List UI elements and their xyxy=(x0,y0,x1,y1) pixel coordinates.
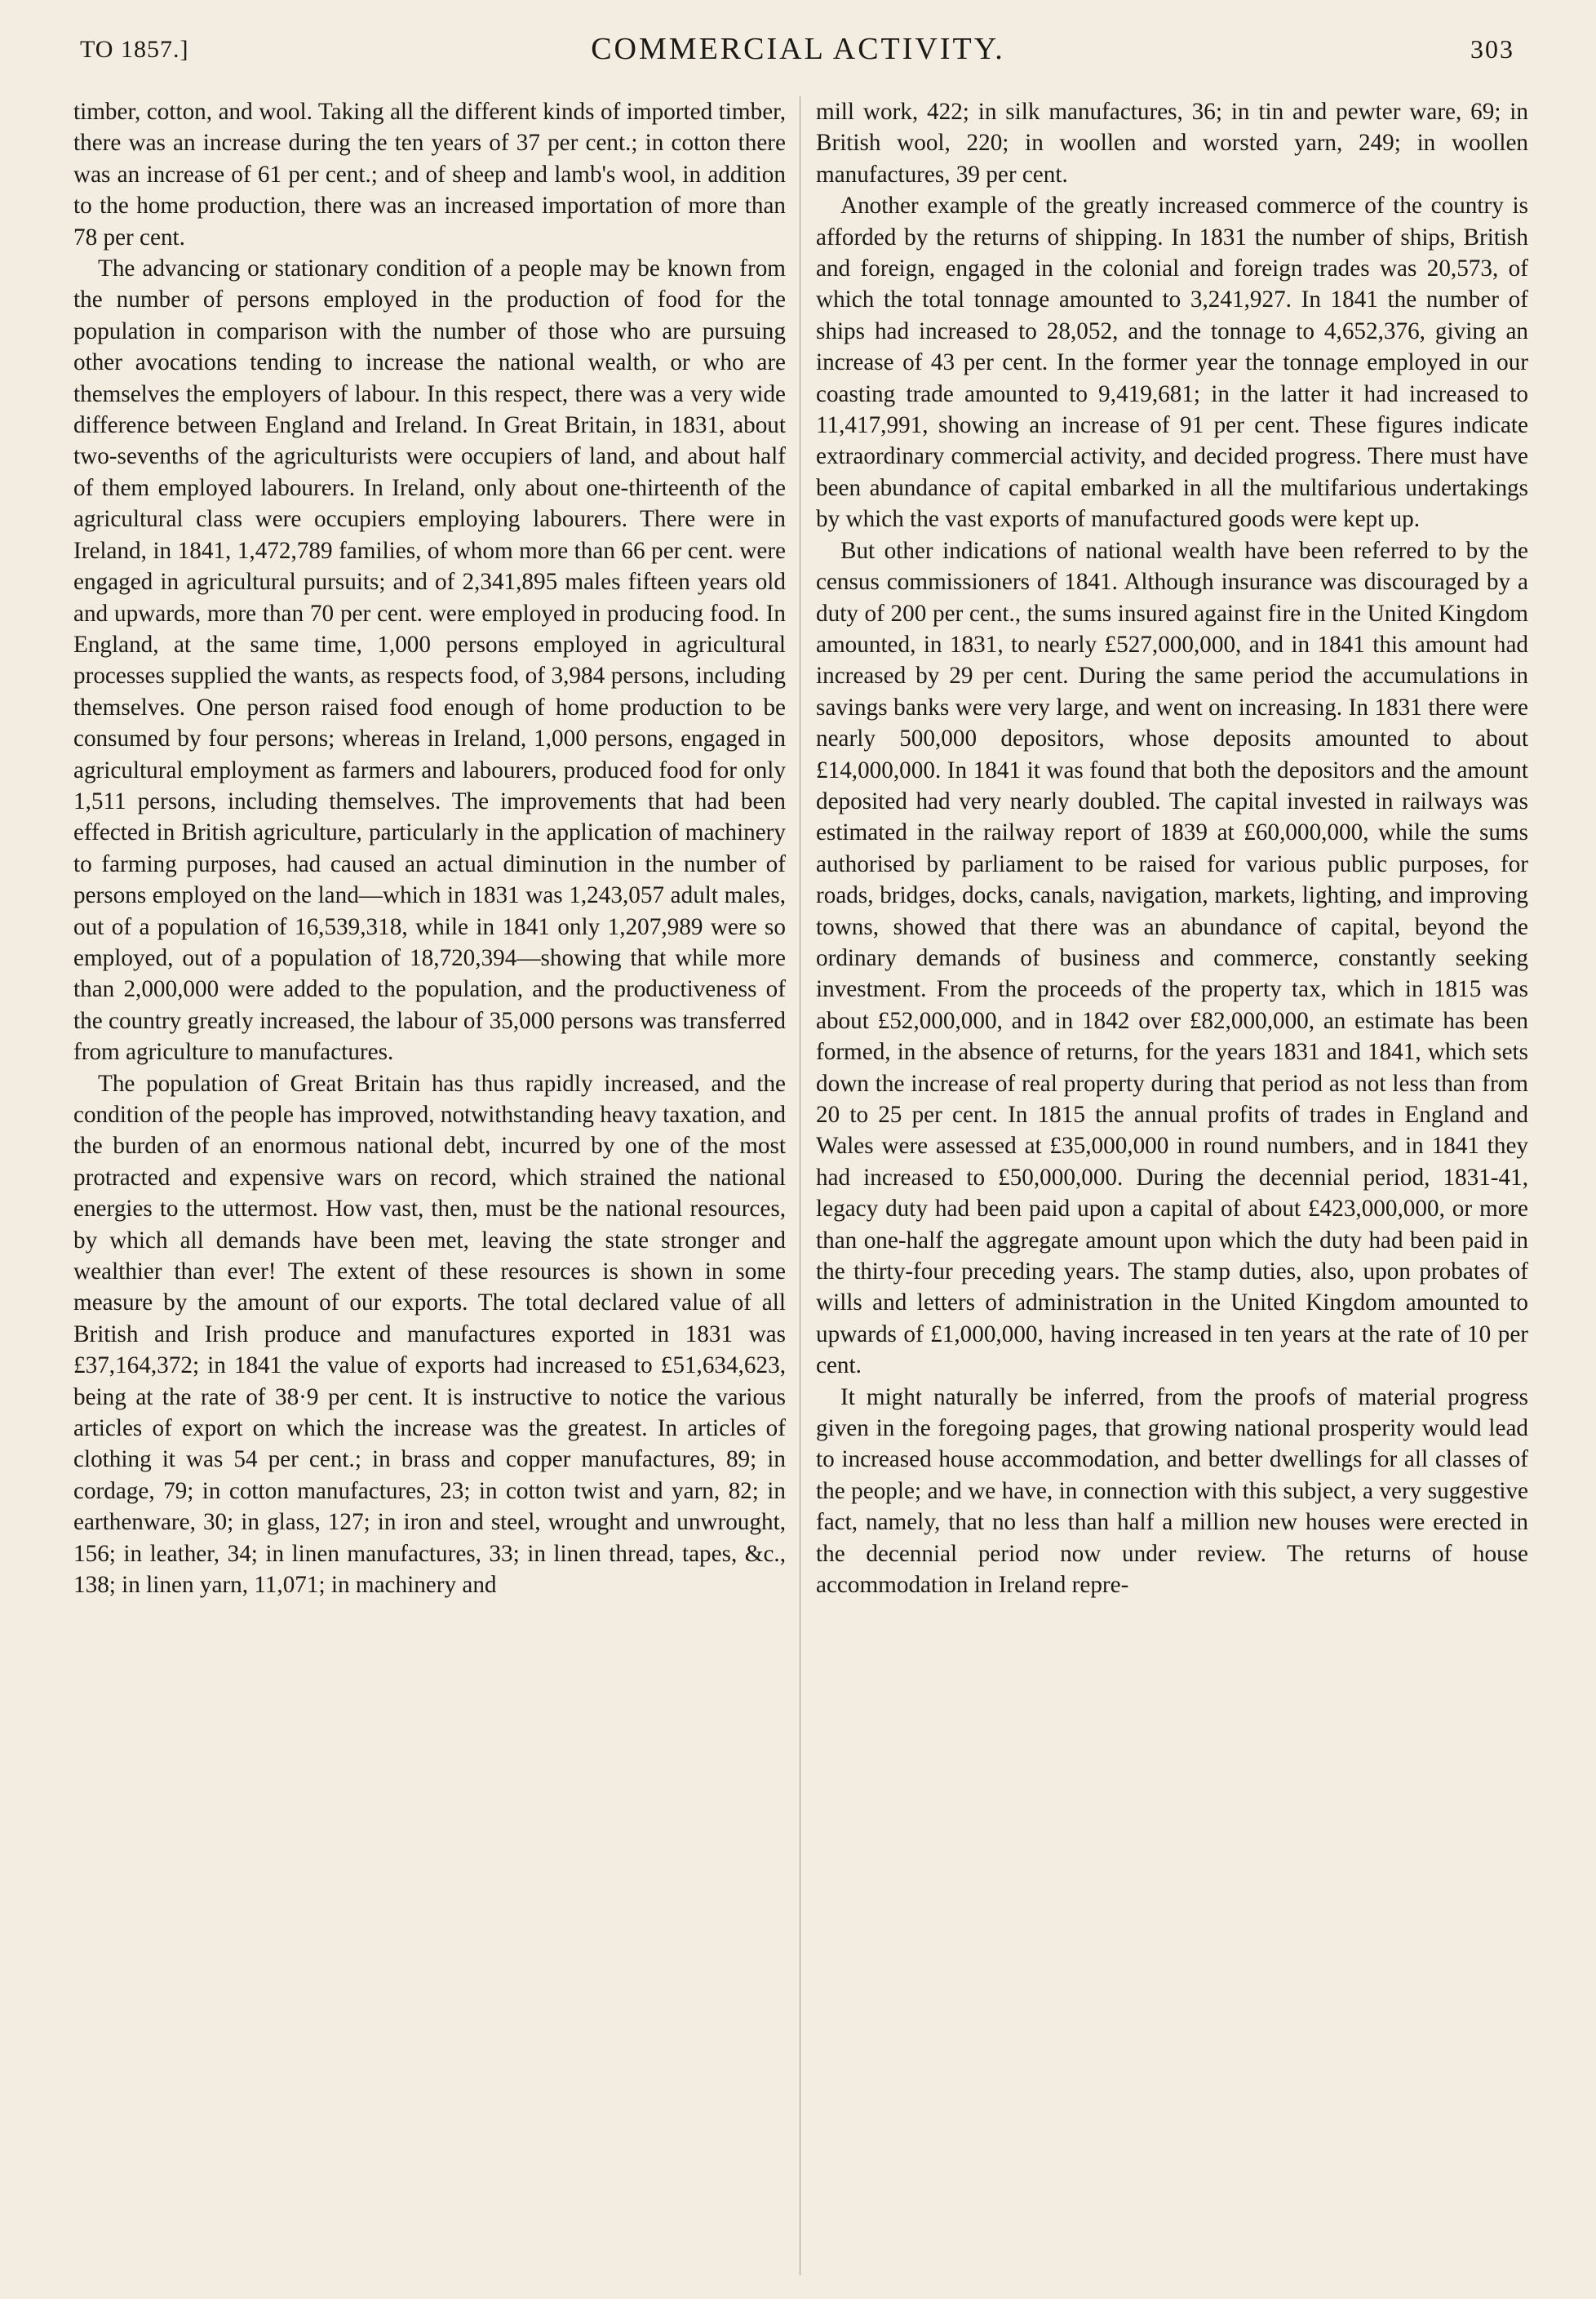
running-head-left: TO 1857.] xyxy=(80,36,189,63)
page-title: COMMERCIAL ACTIVITY. xyxy=(591,32,1005,66)
paragraph: Another example of the greatly increased commerce of the country is afforded by the returns of shipping. In 1831 the number of ships, British and foreign, engaged in the colonial and foreign trades was 20,573, of which the total tonnage amounted to 3,241,927. In 1841 the number of ships had increased to 28,052, and the tonnage to 4,652,376, giving an increase of 43 per cent. In the former year the tonnage employed in our coasting trade amounted to 9,419,681; in the latter it had increased to 11,417,991, showing an increase of 91 per cent. These figures indicate extraordinary commercial activity, and decided progress. There must have been abundance of capital embarked in all the multifarious undertakings by which the vast exports of manufactured goods were kept up. xyxy=(816,193,1528,533)
running-head xyxy=(73,29,1523,78)
paragraph: The advancing or stationary condition of a people may be known from the number of persons employed in the production of food for the population in comparison with the number of those who are pursuing other avocations tending to increase the national wealth, or who are themselves the employers of labour. In this respect, there was a very wide difference between England and Ireland. In Great Britain, in 1831, about two-sevenths of the agriculturists were occupiers of land, and about half of them employed labourers. In Ireland, only about one-thirteenth of the agricultural class were occupiers employing labourers. There were in Ireland, in 1841, 1,472,789 families, of whom more than 66 per cent. were engaged in agricultural pursuits; and of 2,341,895 males fifteen years old and upwards, more than 70 per cent. were employed in producing food. In England, at the same time, 1,000 persons employed in agricultural processes supplied the wants, as respects food, of 3,984 persons, including themselves. One person raised food enough of home production to be consumed by four persons; whereas in Ireland, 1,000 persons, engaged in agricultural employment as farmers and labourers, produced food for only 1,511 persons, including themselves. The improvements that had been effected in British agriculture, particularly in the application of machinery to farming purposes, had caused an actual diminution in the number of persons employed on the land—which in 1831 was 1,243,057 adult males, out of a population of 16,539,318, while in 1841 only 1,207,989 were so employed, out of a population of 18,720,394—showing that while more than 2,000,000 were added to the population, and the productiveness of the country greatly increased, the labour of 35,000 persons was transferred from agriculture to manufactures. xyxy=(73,255,786,1066)
page-number: 303 xyxy=(1470,34,1514,64)
right-column xyxy=(816,96,1528,1601)
paragraph: timber, cotton, and wool. Taking all the different kinds of imported timber, there was an increase during the ten years of 37 per cent.; in cotton there was an increase of 61 per cent.; and of sheep and lamb's wool, in addition to the home production, there was an increased importation of more than 78 per cent. xyxy=(73,99,786,251)
left-column xyxy=(73,96,786,1601)
paragraph: But other indications of national wealth have been referred to by the census commissioners of 1841. Although insurance was discouraged by a duty of 200 per cent., the sums insured against fire in the United Kingdom amounted, in 1831, to nearly £527,000,000, and in 1841 this amount had increased by 29 per cent. During the same period the accumulations in savings banks were very large, and went on increasing. In 1831 there were nearly 500,000 depositors, whose deposits amounted to about £14,000,000. In 1841 it was found that both the depositors and the amount deposited had very nearly doubled. The capital invested in railways was estimated in the railway report of 1839 at £60,000,000, while the sums authorised by parliament to be raised for various public purposes, for roads, bridges, docks, canals, navigation, markets, lighting, and improving towns, showed that there was an abundance of capital, beyond the ordinary demands of business and commerce, constantly seeking investment. From the proceeds of the property tax, which in 1815 was about £52,000,000, and in 1842 over £82,000,000, an estimate has been formed, in the absence of returns, for the years 1831 and 1841, which sets down the increase of real property during that period as not less than from 20 to 25 per cent. In 1815 the annual profits of trades in England and Wales were assessed at £35,000,000 in round numbers, and in 1841 they had increased to £50,000,000. During the decennial period, 1831-41, legacy duty had been paid upon a capital of about £423,000,000, or more than one-half the aggregate amount upon which the duty had been paid in the thirty-four preceding years. The stamp duties, also, upon probates of wills and letters of administration in the United Kingdom amounted to upwards of £1,000,000, having increased in ten years at the rate of 10 per cent. xyxy=(816,537,1528,1379)
paragraph: mill work, 422; in silk manufactures, 36; in tin and pewter ware, 69; in British wool, 220; in woollen and worsted yarn, 249; in woollen manufactures, 39 per cent. xyxy=(816,99,1528,188)
paragraph: The population of Great Britain has thus rapidly increased, and the condition of the people has improved, notwithstanding heavy taxation, and the burden of an enormous national debt, incurred by one of the most protracted and expensive wars on record, which strained the national energies to the uttermost. How vast, then, must be the national resources, by which all demands have been met, leaving the state stronger and wealthier than ever! The extent of these resources is shown in some measure by the amount of our exports. The total declared value of all British and Irish produce and manufactures exported in 1831 was £37,164,372; in 1841 the value of exports had increased to £51,634,623, being at the rate of 38·9 per cent. It is instructive to notice the various articles of export on which the increase was the greatest. In articles of clothing it was 54 per cent.; in brass and copper manufactures, 89; in cordage, 79; in cotton manufactures, 23; in cotton twist and yarn, 82; in earthenware, 30; in glass, 127; in iron and steel, wrought and unwrought, 156; in leather, 34; in linen manufactures, 33; in linen thread, tapes, &c., 138; in linen yarn, 11,071; in machinery and xyxy=(73,1070,787,1599)
paragraph: It might naturally be inferred, from the proofs of material progress given in the foregoing pages, that growing national prosperity would lead to increased house accommodation, and better dwellings for all classes of the people; and we have, in connection with this subject, a very suggestive fact, namely, that no less than half a million new houses were erected in the decennial period now under review. The returns of house accommodation in Ireland repre- xyxy=(816,1383,1528,1599)
